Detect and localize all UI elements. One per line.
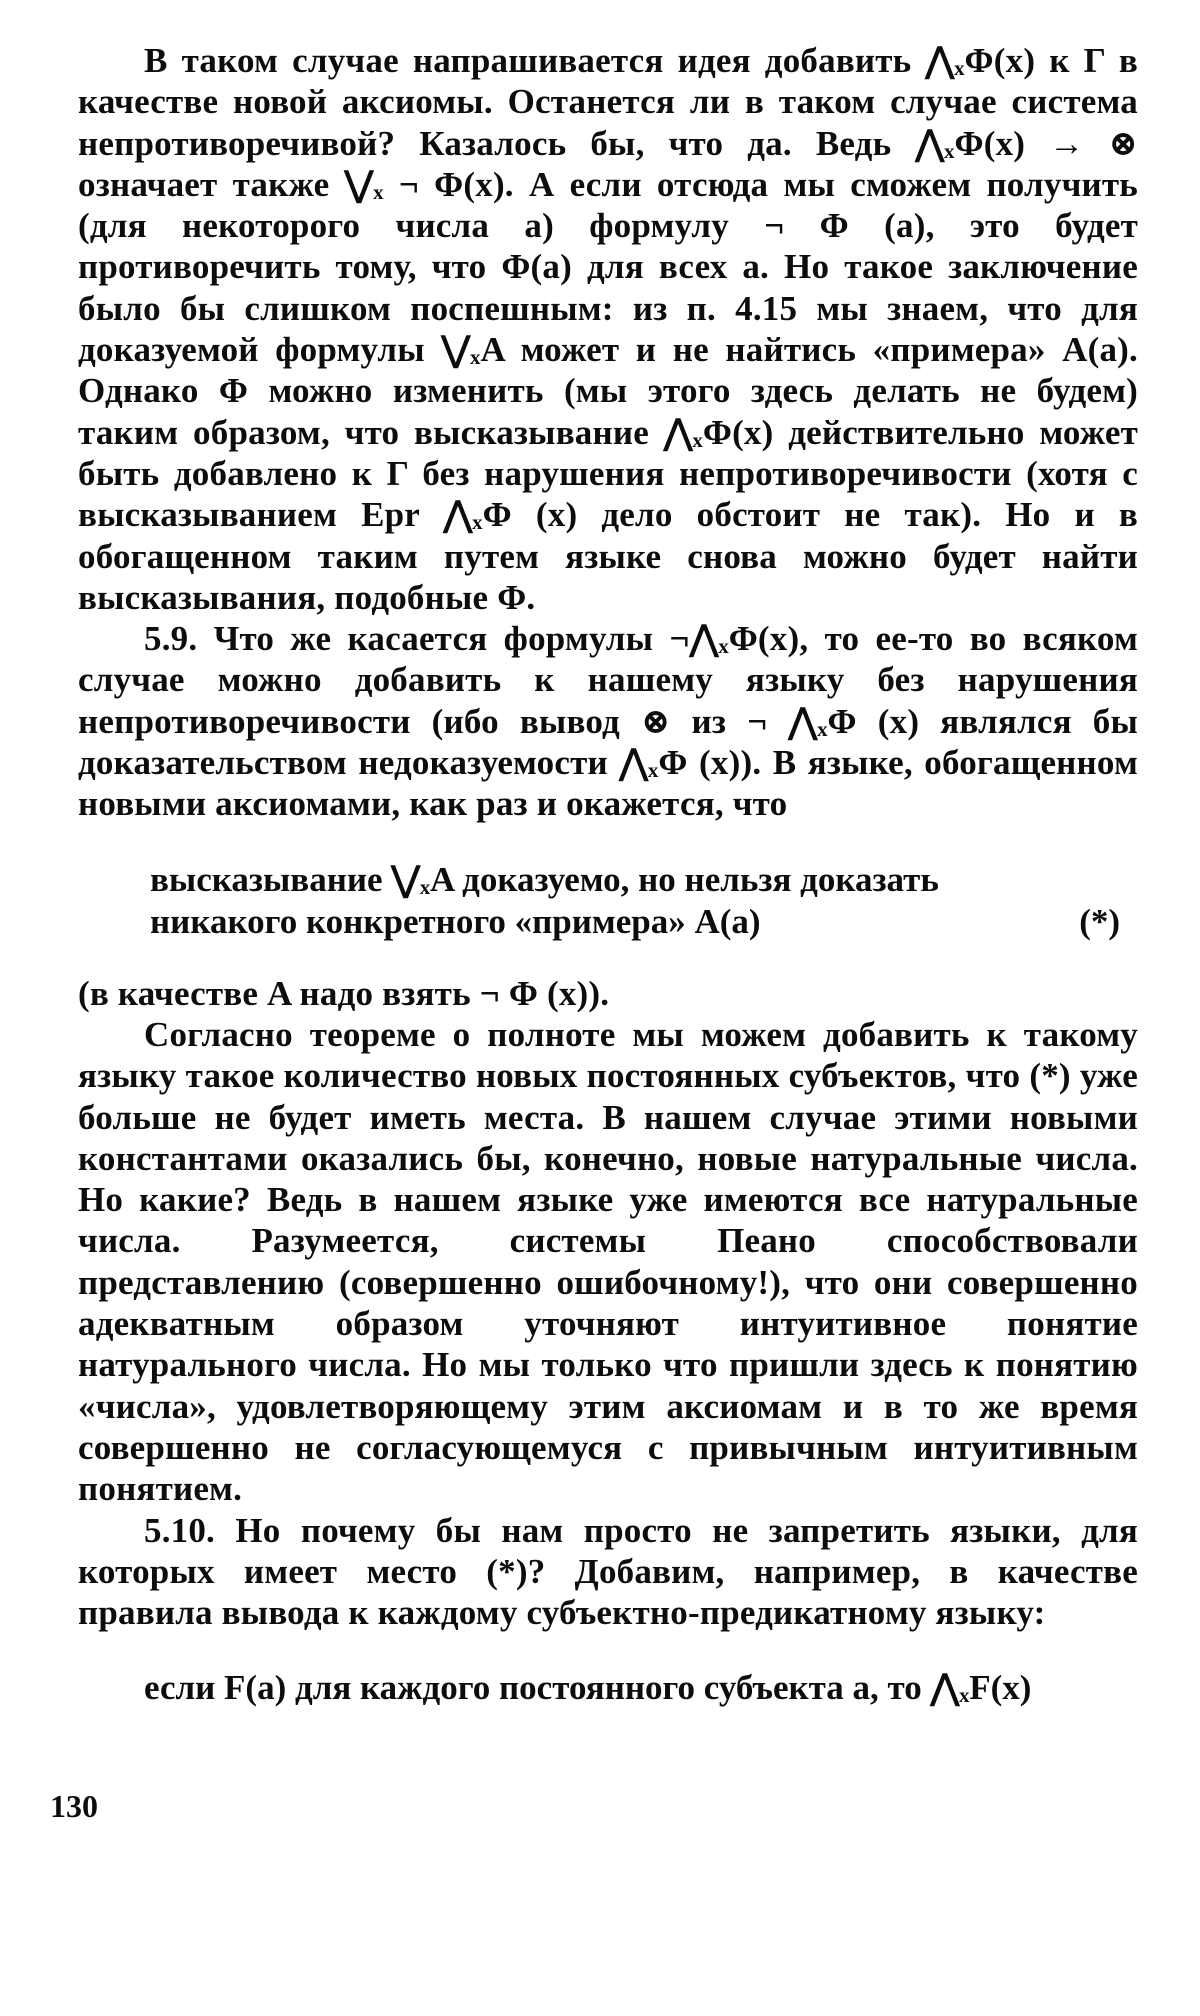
paragraph-completeness: Согласно теореме о полноте мы можем добавить к такому языку такое количество новых постоянных субъектов, что (*) уже больше не будет иметь места. В нашем случае этими новыми константами оказались бы, конечно, новые натуральные числа. Но какие? Ведь в нашем языке уже имеются все натуральные числа. Разумеется, системы Пеано способствовали представлению (совершенно ошибочному!), что они совершенно адекватным образом уточняют интуитивное понятие натурального числа. Но мы только что пришли здесь к понятию «числа», удовлетворяющему этим аксиомам и в то же время совершенно не согласующемуся с привычным интуитивным понятием.: [78, 1014, 1138, 1509]
page-number: 130: [50, 1788, 98, 1824]
display-formula-line-1: высказывание ⋁ₓA доказуемо, но нельзя доказать: [150, 859, 939, 899]
formula-tag: (*): [1079, 901, 1120, 941]
paragraph-note-a: (в качестве A надо взять ¬ Φ (x)).: [78, 973, 610, 1013]
display-formula-star: [78, 859, 1138, 943]
paragraph-5-9: 5.9. Что же касается формулы ¬⋀ₓΦ(x), то ее-то во всяком случае можно добавить к нашему языку без нарушения непротиворечивости (ибо вывод ⊗ из ¬ ⋀ₓΦ (x) являлся бы доказательством недоказуемости ⋀ₓΦ (x)). В языке, обогащенном новыми аксиомами, как раз и окажется, что: [78, 619, 1138, 824]
display-inference-rule: если F(a) для каждого постоянного субъекта a, то ⋀ₓF(x): [144, 1668, 1032, 1708]
paragraph-5-10: 5.10. Но почему бы нам просто не запретить языки, для которых имеет место (*)? Добавим, например, в качестве правила вывода к каждому субъектно-предикатному языку:: [78, 1510, 1138, 1633]
book-page: [78, 40, 1138, 1709]
paragraph-axiom-idea: В таком случае напрашивается идея добавить ⋀ₓΦ(x) к Γ в качестве новой аксиомы. Останется ли в таком случае система непротиворечивой? Казалось бы, что да. Ведь ⋀ₓΦ(x) → ⊗ означает также ⋁ₓ ¬ Φ(x). А если отсюда мы сможем получить (для некоторого числа a) формулу ¬ Φ (a), это будет противоречить тому, что Φ(a) для всех a. Но такое заключение было бы слишком поспешным: из п. 4.15 мы знаем, что для доказуемой формулы ⋁ₓA может и не найтись «примера» A(a). Однако Φ можно изменить (мы этого здесь делать не будем) таким образом, что высказывание ⋀ₓΦ(x) действительно может быть добавлено к Γ без нарушения непротиворечивости (хотя с высказыванием Epr ⋀ₓΦ (x) дело обстоит не так). Но и в обогащенном таким путем языке снова можно будет найти высказывания, подобные Φ.: [78, 41, 1138, 617]
display-formula-line-2: никакого конкретного «примера» A(a): [150, 901, 761, 941]
